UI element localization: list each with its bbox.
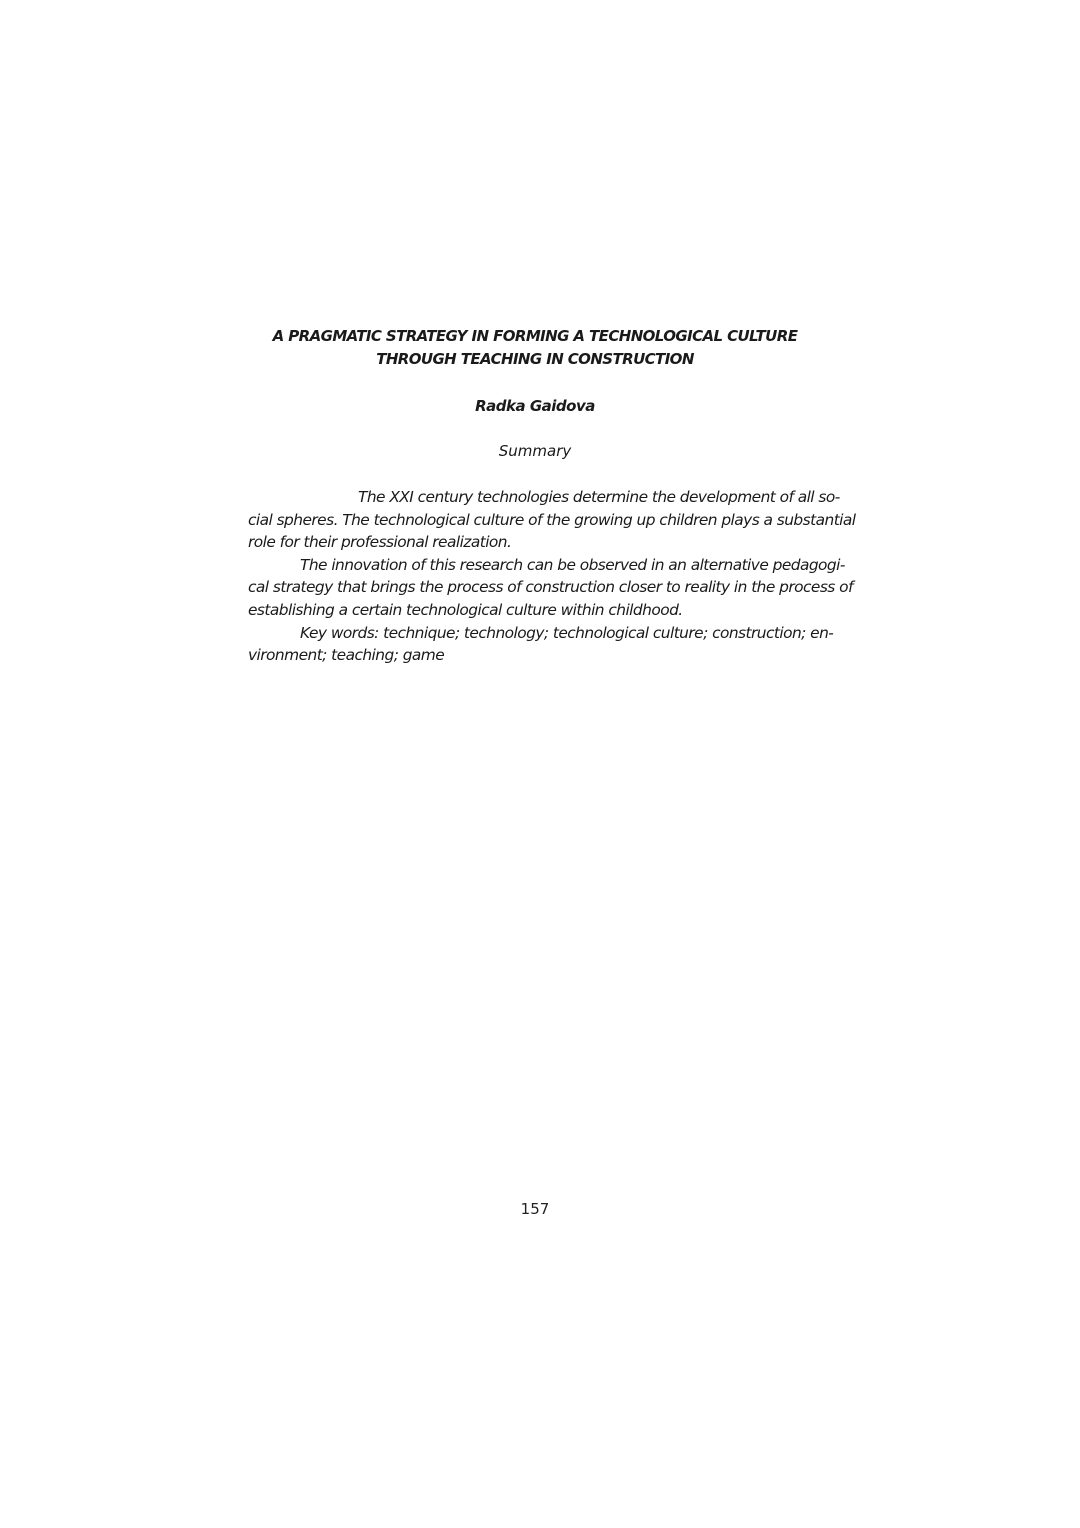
article-title (240, 325, 830, 371)
paragraph-line: The XXI century technologies determine the development of all so- (358, 488, 840, 506)
keywords-line: Key words: technique; technology; technological culture; construction; en- (300, 623, 834, 642)
paragraph-line: The innovation of this research can be observed in an alternative pedagogi- (300, 555, 845, 574)
keywords-line: vironment; teaching; game (248, 646, 445, 665)
paragraph-line: cal strategy that brings the process of construction closer to reality in the process of (248, 578, 853, 597)
author-name: Radka Gaidova (475, 397, 595, 415)
title-line: THROUGH TEACHING IN CONSTRUCTION (376, 350, 694, 368)
paragraph-line: cial spheres. The technological culture of the growing up children plays a substantial (248, 510, 856, 529)
title-line: A PRAGMATIC STRATEGY IN FORMING A TECHNOLOGICAL CULTURE (272, 327, 798, 345)
summary-body (248, 486, 856, 667)
paragraph-line: role for their professional realization. (248, 533, 512, 552)
page-number: 157 (520, 1200, 550, 1218)
summary-heading: Summary (498, 442, 572, 460)
paragraph-line: establishing a certain technological culture within childhood. (248, 600, 683, 619)
